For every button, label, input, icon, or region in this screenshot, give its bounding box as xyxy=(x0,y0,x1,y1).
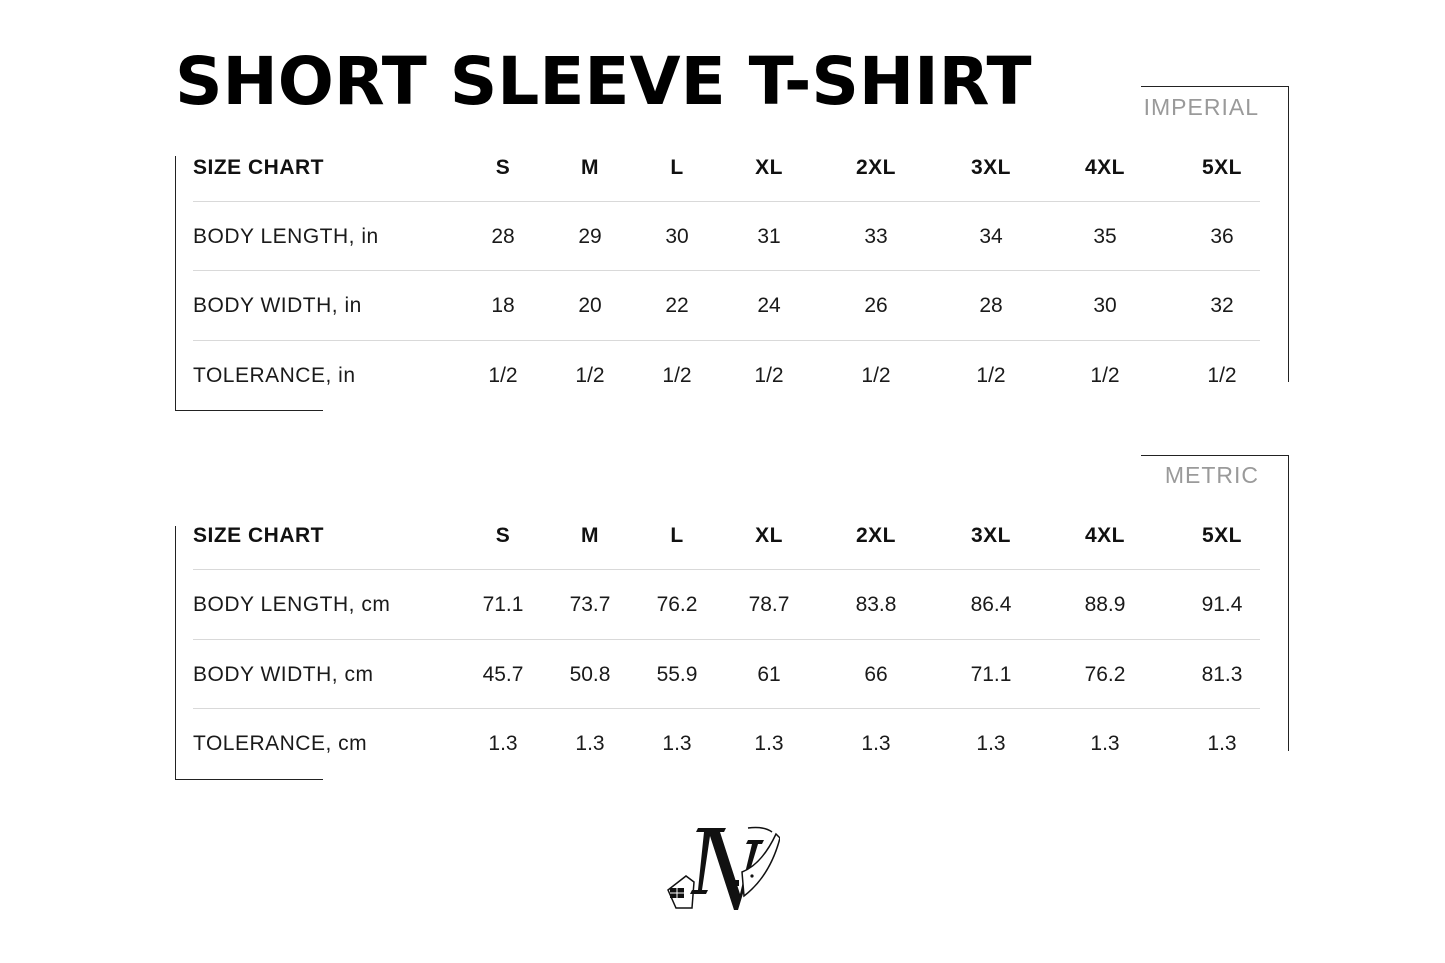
frame-corner-right-edge xyxy=(1288,86,1289,382)
table-cell: 31 xyxy=(757,225,781,248)
brand-n-logo-icon xyxy=(664,824,780,910)
size-header: L xyxy=(670,524,684,547)
table-cell: 1/2 xyxy=(662,364,692,387)
header-label: SIZE CHART xyxy=(193,524,324,547)
table-cell: 55.9 xyxy=(656,663,698,686)
frame-corner-right-edge xyxy=(1288,455,1289,751)
size-header: 5XL xyxy=(1201,156,1242,179)
table-cell: 20 xyxy=(578,294,602,317)
table-row xyxy=(193,340,1260,410)
table-cell: 88.9 xyxy=(1084,593,1126,616)
table-cell: 1.3 xyxy=(976,732,1006,755)
table-cell: 1.3 xyxy=(1207,732,1237,755)
size-header: S xyxy=(495,156,511,179)
table-cell: 76.2 xyxy=(1084,663,1126,686)
table-cell: 35 xyxy=(1093,225,1117,248)
frame-corner-left-edge xyxy=(175,156,176,410)
table-cell: 33 xyxy=(864,225,888,248)
table-cell: 29 xyxy=(578,225,602,248)
row-label: BODY LENGTH, cm xyxy=(193,593,391,616)
row-label: TOLERANCE, cm xyxy=(193,732,368,755)
frame-corner-bottom-left xyxy=(175,410,323,411)
table-cell: 32 xyxy=(1210,294,1234,317)
row-label: BODY LENGTH, in xyxy=(193,225,379,248)
table-cell: 1.3 xyxy=(488,732,518,755)
table-cell: 61 xyxy=(757,663,781,686)
header-label: SIZE CHART xyxy=(193,156,324,179)
frame-corner-left-edge xyxy=(175,526,176,779)
table-cell: 71.1 xyxy=(970,663,1012,686)
table-cell: 28 xyxy=(491,225,515,248)
table-cell: 30 xyxy=(1093,294,1117,317)
table-cell: 78.7 xyxy=(748,593,790,616)
table-cell: 76.2 xyxy=(656,593,698,616)
table-cell: 1/2 xyxy=(1207,364,1237,387)
table-cell: 1.3 xyxy=(575,732,605,755)
table-cell: 1.3 xyxy=(861,732,891,755)
table-cell: 34 xyxy=(979,225,1003,248)
table-cell: 1.3 xyxy=(754,732,784,755)
table-cell: 91.4 xyxy=(1201,593,1243,616)
table-cell: 1.3 xyxy=(1090,732,1120,755)
table-header-row xyxy=(193,501,1260,570)
row-label: BODY WIDTH, cm xyxy=(193,663,374,686)
frame-corner-bottom-left xyxy=(175,779,323,780)
table-cell: 24 xyxy=(757,294,781,317)
size-header: M xyxy=(581,524,599,547)
unit-label-metric: METRIC xyxy=(1164,462,1259,488)
table-cell: 1.3 xyxy=(662,732,692,755)
size-header: 2XL xyxy=(855,524,896,547)
unit-label-imperial: IMPERIAL xyxy=(1143,94,1259,120)
page-title: SHORT SLEEVE T-SHIRT xyxy=(175,43,1032,120)
table-cell: 71.1 xyxy=(482,593,524,616)
table-cell: 73.7 xyxy=(569,593,611,616)
table-row xyxy=(193,569,1260,639)
table-row xyxy=(193,270,1260,340)
table-cell: 18 xyxy=(491,294,515,317)
table-cell: 28 xyxy=(979,294,1003,317)
size-header: XL xyxy=(755,156,783,179)
size-header: 2XL xyxy=(855,156,896,179)
table-cell: 22 xyxy=(665,294,689,317)
size-header: L xyxy=(670,156,684,179)
table-cell: 36 xyxy=(1210,225,1234,248)
table-row xyxy=(193,201,1260,271)
size-header: XL xyxy=(755,524,783,547)
table-cell: 81.3 xyxy=(1201,663,1243,686)
table-cell: 50.8 xyxy=(569,663,611,686)
table-row xyxy=(193,639,1260,709)
size-header: S xyxy=(495,524,511,547)
frame-corner-top-right xyxy=(1141,455,1289,456)
table-cell: 30 xyxy=(665,225,689,248)
table-cell: 1/2 xyxy=(1090,364,1120,387)
table-cell: 1/2 xyxy=(488,364,518,387)
size-header: 5XL xyxy=(1201,524,1242,547)
size-header: 4XL xyxy=(1084,524,1125,547)
table-cell: 66 xyxy=(864,663,888,686)
size-header: 4XL xyxy=(1084,156,1125,179)
table-cell: 1/2 xyxy=(861,364,891,387)
table-cell: 1/2 xyxy=(976,364,1006,387)
size-header: M xyxy=(581,156,599,179)
frame-corner-top-right xyxy=(1141,86,1289,87)
table-header-row xyxy=(193,133,1260,202)
row-label: TOLERANCE, in xyxy=(193,364,356,387)
table-cell: 83.8 xyxy=(855,593,897,616)
size-header: 3XL xyxy=(970,524,1011,547)
table-cell: 45.7 xyxy=(482,663,524,686)
table-cell: 1/2 xyxy=(575,364,605,387)
size-header: 3XL xyxy=(970,156,1011,179)
table-cell: 26 xyxy=(864,294,888,317)
row-label: BODY WIDTH, in xyxy=(193,294,362,317)
table-cell: 86.4 xyxy=(970,593,1012,616)
table-row xyxy=(193,708,1260,778)
table-cell: 1/2 xyxy=(754,364,784,387)
